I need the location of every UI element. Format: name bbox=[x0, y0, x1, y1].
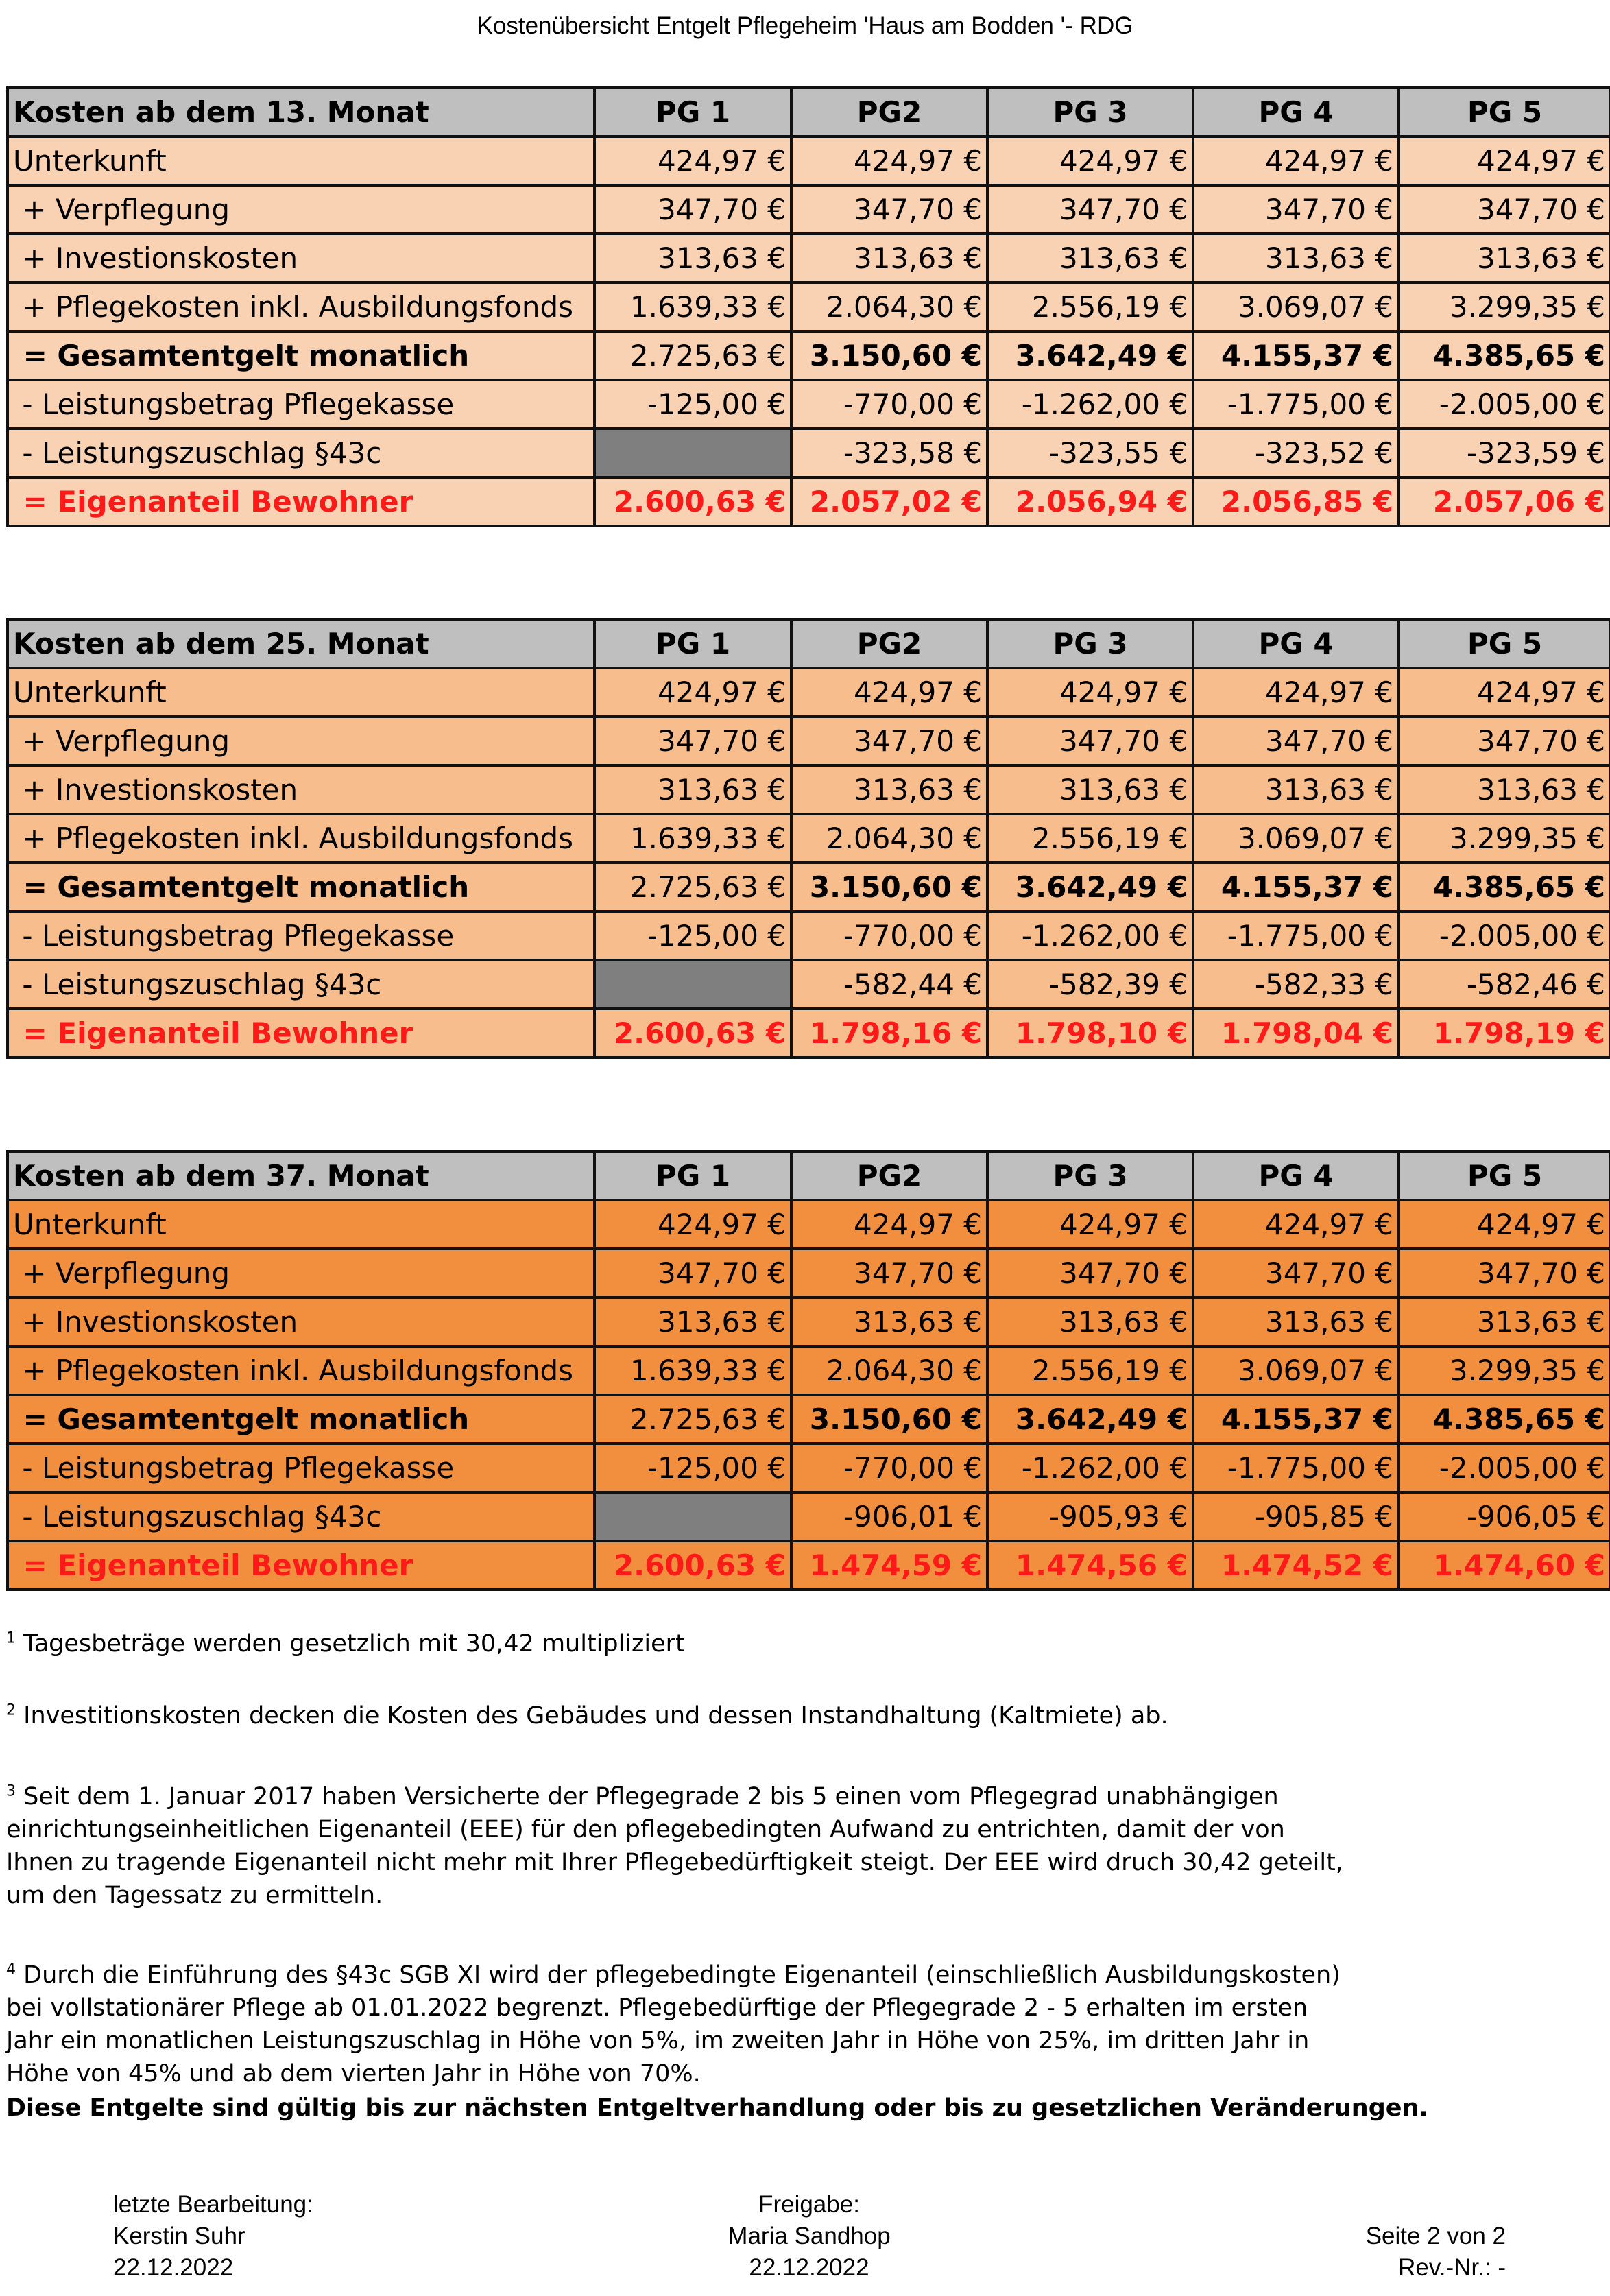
value-cell: 424,97 € bbox=[791, 668, 987, 717]
row-label: = Eigenanteil Bewohner bbox=[8, 1541, 594, 1590]
row-label: Unterkunft bbox=[8, 1200, 594, 1249]
value-cell: 313,63 € bbox=[594, 1298, 791, 1346]
column-header-pg2: PG2 bbox=[791, 88, 987, 136]
column-header-pg4: PG 4 bbox=[1193, 619, 1399, 668]
row-unterkunft bbox=[8, 1200, 1610, 1249]
value-cell: 3.150,60 € bbox=[791, 331, 987, 380]
value-cell: 3.299,35 € bbox=[1399, 1346, 1610, 1395]
value-cell: 347,70 € bbox=[594, 717, 791, 765]
row-leistungsbetrag bbox=[8, 911, 1610, 960]
row-label: + Pflegekosten inkl. Ausbildungsfonds bbox=[8, 814, 594, 863]
document-title: Kostenübersicht Entgelt Pflegeheim 'Haus am Bodden '- RDG bbox=[477, 12, 1133, 39]
row-investitionskosten bbox=[8, 1298, 1610, 1346]
row-leistungsbetrag bbox=[8, 380, 1610, 429]
row-label: + Verpflegung bbox=[8, 717, 594, 765]
value-cell: 313,63 € bbox=[1193, 234, 1399, 283]
row-eigenanteil bbox=[8, 1541, 1610, 1590]
column-header-pg3: PG 3 bbox=[987, 1151, 1193, 1200]
value-cell: 4.385,65 € bbox=[1399, 1395, 1610, 1444]
value-cell: 2.600,63 € bbox=[594, 477, 791, 526]
value-cell: 424,97 € bbox=[791, 136, 987, 185]
footnote-4-marker: 4 bbox=[6, 1961, 16, 1978]
value-cell: -323,59 € bbox=[1399, 429, 1610, 477]
row-pflegekosten bbox=[8, 814, 1610, 863]
value-cell: -906,05 € bbox=[1399, 1492, 1610, 1541]
value-cell: 1.798,19 € bbox=[1399, 1009, 1610, 1057]
value-cell: 313,63 € bbox=[1399, 234, 1610, 283]
value-cell: 424,97 € bbox=[791, 1200, 987, 1249]
row-label: - Leistungsbetrag Pflegekasse bbox=[8, 1444, 594, 1492]
value-cell: -1.262,00 € bbox=[987, 1444, 1193, 1492]
value-cell: 347,70 € bbox=[1193, 717, 1399, 765]
value-cell: 4.155,37 € bbox=[1193, 331, 1399, 380]
value-cell: 313,63 € bbox=[594, 765, 791, 814]
footnote-3-line-4: um den Tagessatz zu ermitteln. bbox=[6, 1882, 383, 1909]
row-verpflegung bbox=[8, 717, 1610, 765]
value-cell: -1.775,00 € bbox=[1193, 911, 1399, 960]
value-cell: 3.642,49 € bbox=[987, 331, 1193, 380]
row-eigenanteil bbox=[8, 477, 1610, 526]
column-header-pg5: PG 5 bbox=[1399, 1151, 1610, 1200]
validity-notice: Diese Entgelte sind gültig bis zur nächsten Entgeltverhandlung oder bis zu gesetzlichen Veränderungen. bbox=[6, 2094, 1428, 2122]
row-label: = Gesamtentgelt monatlich bbox=[8, 1395, 594, 1444]
footer-page-info bbox=[1303, 2221, 1506, 2284]
row-label: + Investionskosten bbox=[8, 1298, 594, 1346]
value-cell: 424,97 € bbox=[1193, 136, 1399, 185]
row-label: - Leistungsbetrag Pflegekasse bbox=[8, 911, 594, 960]
value-cell: 347,70 € bbox=[1193, 1249, 1399, 1298]
value-cell: 1.639,33 € bbox=[594, 283, 791, 331]
value-cell: 4.385,65 € bbox=[1399, 331, 1610, 380]
value-cell: 424,97 € bbox=[987, 1200, 1193, 1249]
value-cell: -905,85 € bbox=[1193, 1492, 1399, 1541]
value-cell: 2.056,85 € bbox=[1193, 477, 1399, 526]
table-heading: Kosten ab dem 13. Monat bbox=[8, 88, 594, 136]
value-cell: 2.725,63 € bbox=[594, 331, 791, 380]
row-label: Unterkunft bbox=[8, 136, 594, 185]
value-cell: -906,01 € bbox=[791, 1492, 987, 1541]
value-cell: -905,93 € bbox=[987, 1492, 1193, 1541]
value-cell: 2.556,19 € bbox=[987, 283, 1193, 331]
empty-cell bbox=[594, 960, 791, 1009]
value-cell: 4.155,37 € bbox=[1193, 863, 1399, 911]
row-label: = Gesamtentgelt monatlich bbox=[8, 331, 594, 380]
row-unterkunft bbox=[8, 136, 1610, 185]
value-cell: 347,70 € bbox=[594, 1249, 791, 1298]
last-edit-label: letzte Bearbeitung: bbox=[113, 2191, 313, 2218]
cost-table-month-37 bbox=[6, 1150, 1610, 1591]
value-cell: 424,97 € bbox=[1399, 668, 1610, 717]
table-header-row bbox=[8, 88, 1610, 136]
row-label: Unterkunft bbox=[8, 668, 594, 717]
column-header-pg5: PG 5 bbox=[1399, 88, 1610, 136]
row-gesamtentgelt bbox=[8, 1395, 1610, 1444]
value-cell: 347,70 € bbox=[987, 717, 1193, 765]
footnote-4-line-1: Durch die Einführung des §43c SGB XI wird der pflegebedingte Eigenanteil (einschließlich Ausbildungskosten) bbox=[23, 1961, 1341, 1989]
value-cell: -1.262,00 € bbox=[987, 380, 1193, 429]
row-leistungsbetrag bbox=[8, 1444, 1610, 1492]
row-label: - Leistungszuschlag §43c bbox=[8, 960, 594, 1009]
value-cell: -2.005,00 € bbox=[1399, 380, 1610, 429]
value-cell: 2.600,63 € bbox=[594, 1541, 791, 1590]
row-verpflegung bbox=[8, 1249, 1610, 1298]
last-edit-name: Kerstin Suhr bbox=[113, 2223, 245, 2249]
value-cell: 313,63 € bbox=[987, 234, 1193, 283]
footnote-1 bbox=[6, 1627, 1597, 1660]
footer-approval bbox=[713, 2189, 905, 2284]
value-cell: 347,70 € bbox=[987, 185, 1193, 234]
cost-table-month-13 bbox=[6, 86, 1610, 527]
value-cell: 424,97 € bbox=[594, 136, 791, 185]
value-cell: -1.775,00 € bbox=[1193, 380, 1399, 429]
table-heading: Kosten ab dem 37. Monat bbox=[8, 1151, 594, 1200]
column-header-pg4: PG 4 bbox=[1193, 88, 1399, 136]
table-heading: Kosten ab dem 25. Monat bbox=[8, 619, 594, 668]
value-cell: 2.057,02 € bbox=[791, 477, 987, 526]
value-cell: 313,63 € bbox=[1399, 1298, 1610, 1346]
value-cell: 2.056,94 € bbox=[987, 477, 1193, 526]
column-header-pg3: PG 3 bbox=[987, 619, 1193, 668]
value-cell: 424,97 € bbox=[1399, 136, 1610, 185]
value-cell: -323,55 € bbox=[987, 429, 1193, 477]
page-number: Seite 2 von 2 bbox=[1365, 2223, 1506, 2249]
value-cell: 3.299,35 € bbox=[1399, 814, 1610, 863]
row-unterkunft bbox=[8, 668, 1610, 717]
row-label: - Leistungszuschlag §43c bbox=[8, 429, 594, 477]
column-header-pg2: PG2 bbox=[791, 619, 987, 668]
value-cell: 2.725,63 € bbox=[594, 1395, 791, 1444]
value-cell: 347,70 € bbox=[987, 1249, 1193, 1298]
footnote-2-text: Investitionskosten decken die Kosten des Gebäudes und dessen Instandhaltung (Kaltmiete) ab. bbox=[23, 1702, 1168, 1730]
value-cell: -125,00 € bbox=[594, 1444, 791, 1492]
footnote-3-line-1: Seit dem 1. Januar 2017 haben Versicherte der Pflegegrade 2 bis 5 einen vom Pflegegrad unabhängigen bbox=[23, 1783, 1279, 1810]
value-cell: 347,70 € bbox=[1399, 1249, 1610, 1298]
footnote-3-line-3: Ihnen zu tragende Eigenanteil nicht mehr mit Ihrer Pflegebedürftigkeit steigt. Der EEE wird druch 30,42 geteilt, bbox=[6, 1849, 1343, 1876]
value-cell: 424,97 € bbox=[594, 1200, 791, 1249]
row-label: = Gesamtentgelt monatlich bbox=[8, 863, 594, 911]
column-header-pg1: PG 1 bbox=[594, 1151, 791, 1200]
value-cell: 1.474,60 € bbox=[1399, 1541, 1610, 1590]
footnote-1-marker: 1 bbox=[6, 1629, 16, 1647]
footnote-4-line-2: bei vollstationärer Pflege ab 01.01.2022 begrenzt. Pflegebedürftige der Pflegegrade 2 - 5 erhalten im ersten bbox=[6, 1994, 1308, 2022]
row-gesamtentgelt bbox=[8, 331, 1610, 380]
row-label: + Verpflegung bbox=[8, 185, 594, 234]
column-header-pg1: PG 1 bbox=[594, 88, 791, 136]
value-cell: 3.150,60 € bbox=[791, 1395, 987, 1444]
value-cell: 424,97 € bbox=[1193, 668, 1399, 717]
row-investitionskosten bbox=[8, 234, 1610, 283]
row-label: + Investionskosten bbox=[8, 765, 594, 814]
value-cell: 424,97 € bbox=[1399, 1200, 1610, 1249]
value-cell: 3.069,07 € bbox=[1193, 1346, 1399, 1395]
value-cell: -582,39 € bbox=[987, 960, 1193, 1009]
revision-number: Rev.-Nr.: - bbox=[1398, 2254, 1506, 2281]
value-cell: 3.299,35 € bbox=[1399, 283, 1610, 331]
value-cell: 313,63 € bbox=[1193, 1298, 1399, 1346]
row-label: = Eigenanteil Bewohner bbox=[8, 1009, 594, 1057]
row-gesamtentgelt bbox=[8, 863, 1610, 911]
footnote-2 bbox=[6, 1699, 1597, 1732]
value-cell: -582,44 € bbox=[791, 960, 987, 1009]
row-leistungszuschlag bbox=[8, 1492, 1610, 1541]
value-cell: 347,70 € bbox=[791, 717, 987, 765]
value-cell: 1.474,56 € bbox=[987, 1541, 1193, 1590]
row-label: + Investionskosten bbox=[8, 234, 594, 283]
last-edit-date: 22.12.2022 bbox=[113, 2254, 234, 2281]
approval-name: Maria Sandhop bbox=[728, 2223, 891, 2249]
footer-last-edit bbox=[113, 2189, 313, 2284]
row-label: - Leistungszuschlag §43c bbox=[8, 1492, 594, 1541]
value-cell: 2.556,19 € bbox=[987, 1346, 1193, 1395]
row-leistungszuschlag bbox=[8, 960, 1610, 1009]
footnote-4 bbox=[6, 1959, 1597, 2090]
footnote-1-text: Tagesbeträge werden gesetzlich mit 30,42 multipliziert bbox=[23, 1630, 685, 1658]
value-cell: 3.150,60 € bbox=[791, 863, 987, 911]
value-cell: -323,58 € bbox=[791, 429, 987, 477]
value-cell: -323,52 € bbox=[1193, 429, 1399, 477]
column-header-pg2: PG2 bbox=[791, 1151, 987, 1200]
value-cell: 2.064,30 € bbox=[791, 814, 987, 863]
column-header-pg5: PG 5 bbox=[1399, 619, 1610, 668]
value-cell: 4.385,65 € bbox=[1399, 863, 1610, 911]
value-cell: 1.474,52 € bbox=[1193, 1541, 1399, 1590]
footnote-3-marker: 3 bbox=[6, 1782, 16, 1800]
value-cell: 424,97 € bbox=[987, 136, 1193, 185]
value-cell: 347,70 € bbox=[1193, 185, 1399, 234]
value-cell: 313,63 € bbox=[987, 1298, 1193, 1346]
value-cell: 347,70 € bbox=[791, 1249, 987, 1298]
value-cell: 424,97 € bbox=[594, 668, 791, 717]
value-cell: 2.057,06 € bbox=[1399, 477, 1610, 526]
row-label: - Leistungsbetrag Pflegekasse bbox=[8, 380, 594, 429]
table-header-row bbox=[8, 1151, 1610, 1200]
value-cell: 3.642,49 € bbox=[987, 1395, 1193, 1444]
table-header-row bbox=[8, 619, 1610, 668]
row-label: + Verpflegung bbox=[8, 1249, 594, 1298]
value-cell: -582,46 € bbox=[1399, 960, 1610, 1009]
approval-date: 22.12.2022 bbox=[749, 2254, 869, 2281]
row-leistungszuschlag bbox=[8, 429, 1610, 477]
column-header-pg1: PG 1 bbox=[594, 619, 791, 668]
value-cell: -770,00 € bbox=[791, 911, 987, 960]
value-cell: -125,00 € bbox=[594, 380, 791, 429]
value-cell: 313,63 € bbox=[791, 234, 987, 283]
value-cell: 347,70 € bbox=[791, 185, 987, 234]
row-eigenanteil bbox=[8, 1009, 1610, 1057]
value-cell: 1.474,59 € bbox=[791, 1541, 987, 1590]
value-cell: -1.262,00 € bbox=[987, 911, 1193, 960]
value-cell: 1.639,33 € bbox=[594, 1346, 791, 1395]
column-header-pg3: PG 3 bbox=[987, 88, 1193, 136]
value-cell: 313,63 € bbox=[1399, 765, 1610, 814]
value-cell: 4.155,37 € bbox=[1193, 1395, 1399, 1444]
value-cell: -2.005,00 € bbox=[1399, 911, 1610, 960]
empty-cell bbox=[594, 1492, 791, 1541]
value-cell: 347,70 € bbox=[1399, 717, 1610, 765]
value-cell: -582,33 € bbox=[1193, 960, 1399, 1009]
row-pflegekosten bbox=[8, 283, 1610, 331]
empty-cell bbox=[594, 429, 791, 477]
value-cell: 1.798,10 € bbox=[987, 1009, 1193, 1057]
footnote-2-marker: 2 bbox=[6, 1701, 16, 1719]
value-cell: 313,63 € bbox=[987, 765, 1193, 814]
footnote-3-line-2: einrichtungseinheitlichen Eigenanteil (EEE) für den pflegebedingten Aufwand zu entrichten, damit der von bbox=[6, 1816, 1285, 1843]
value-cell: -770,00 € bbox=[791, 1444, 987, 1492]
column-header-pg4: PG 4 bbox=[1193, 1151, 1399, 1200]
value-cell: -1.775,00 € bbox=[1193, 1444, 1399, 1492]
value-cell: 1.798,04 € bbox=[1193, 1009, 1399, 1057]
value-cell: -770,00 € bbox=[791, 380, 987, 429]
value-cell: 313,63 € bbox=[1193, 765, 1399, 814]
value-cell: 424,97 € bbox=[1193, 1200, 1399, 1249]
value-cell: 3.642,49 € bbox=[987, 863, 1193, 911]
row-label: + Pflegekosten inkl. Ausbildungsfonds bbox=[8, 1346, 594, 1395]
value-cell: -2.005,00 € bbox=[1399, 1444, 1610, 1492]
value-cell: 1.798,16 € bbox=[791, 1009, 987, 1057]
footnote-4-line-3: Jahr ein monatlichen Leistungszuschlag in Höhe von 5%, im zweiten Jahr in Höhe von 25%, im dritten Jahr in bbox=[6, 2027, 1310, 2055]
approval-label: Freigabe: bbox=[758, 2191, 860, 2218]
value-cell: 3.069,07 € bbox=[1193, 283, 1399, 331]
value-cell: 1.639,33 € bbox=[594, 814, 791, 863]
value-cell: 2.725,63 € bbox=[594, 863, 791, 911]
value-cell: 313,63 € bbox=[791, 1298, 987, 1346]
value-cell: 2.600,63 € bbox=[594, 1009, 791, 1057]
row-label: = Eigenanteil Bewohner bbox=[8, 477, 594, 526]
value-cell: 3.069,07 € bbox=[1193, 814, 1399, 863]
row-label: + Pflegekosten inkl. Ausbildungsfonds bbox=[8, 283, 594, 331]
row-pflegekosten bbox=[8, 1346, 1610, 1395]
row-investitionskosten bbox=[8, 765, 1610, 814]
value-cell: 347,70 € bbox=[1399, 185, 1610, 234]
footnote-3 bbox=[6, 1780, 1597, 1912]
value-cell: 2.556,19 € bbox=[987, 814, 1193, 863]
value-cell: 424,97 € bbox=[987, 668, 1193, 717]
value-cell: 313,63 € bbox=[791, 765, 987, 814]
row-verpflegung bbox=[8, 185, 1610, 234]
footnote-4-line-4: Höhe von 45% und ab dem vierten Jahr in Höhe von 70%. bbox=[6, 2060, 701, 2088]
value-cell: -125,00 € bbox=[594, 911, 791, 960]
value-cell: 2.064,30 € bbox=[791, 283, 987, 331]
value-cell: 347,70 € bbox=[594, 185, 791, 234]
value-cell: 313,63 € bbox=[594, 234, 791, 283]
cost-table-month-25 bbox=[6, 618, 1610, 1059]
value-cell: 2.064,30 € bbox=[791, 1346, 987, 1395]
